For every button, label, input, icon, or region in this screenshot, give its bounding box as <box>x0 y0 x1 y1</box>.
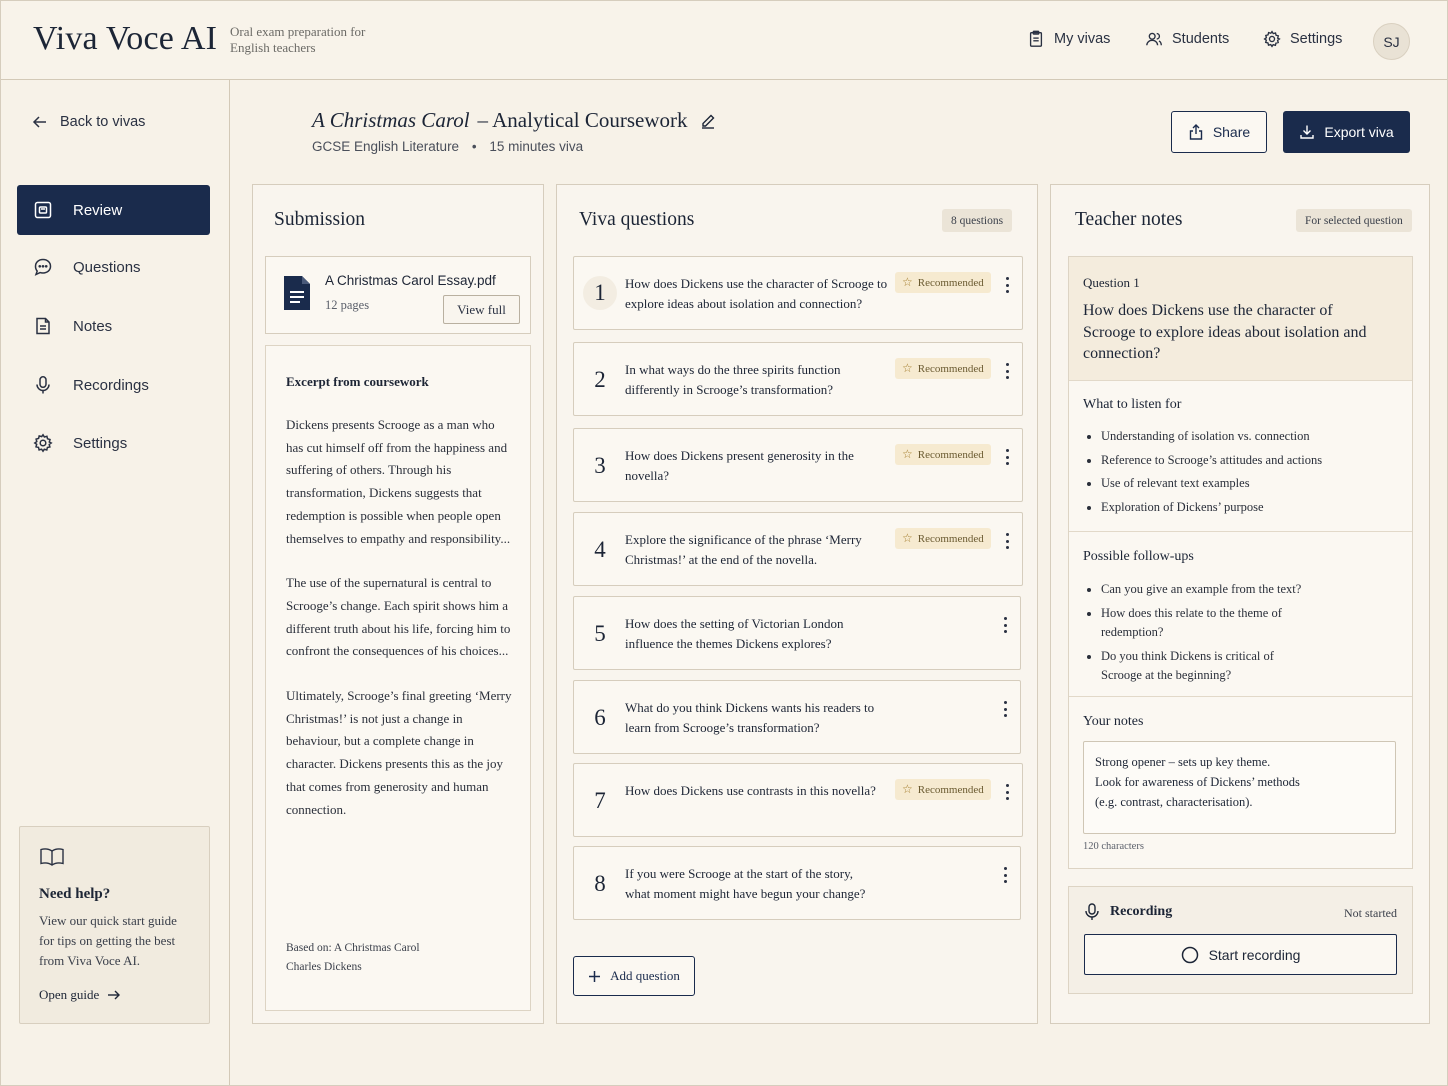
more-options-icon[interactable] <box>1002 361 1012 381</box>
submission-title: Submission <box>274 209 366 230</box>
subtitle-separator: • <box>471 139 477 154</box>
kebab-dot <box>1006 376 1009 379</box>
question-number: 5 <box>594 621 606 646</box>
view-full-button[interactable]: View full <box>443 295 520 324</box>
star-icon: ☆ <box>902 361 913 375</box>
sidebar-item-label: Settings <box>73 434 128 452</box>
clipboard-icon <box>1027 30 1045 48</box>
more-options-icon[interactable] <box>1002 782 1012 802</box>
file-card <box>265 256 531 334</box>
subject-label: GCSE English Literature <box>312 139 460 154</box>
selected-question-badge: For selected question <box>1296 209 1412 232</box>
question-number: 2 <box>594 367 606 392</box>
questions-title: Viva questions <box>579 209 695 230</box>
sidebar-item-label: Recordings <box>73 376 149 394</box>
add-question-button[interactable] <box>573 956 695 996</box>
teacher-notes-panel <box>1050 184 1430 1024</box>
question-text: Explore the significance of the phrase ‘Merry Christmas!’ at the end of the novella. <box>625 532 862 567</box>
sidebar-item-notes[interactable] <box>17 301 210 351</box>
excerpt-source <box>286 939 420 977</box>
recommended-badge <box>895 272 991 293</box>
your-notes-title: Your notes <box>1083 714 1144 729</box>
excerpt-paragraph: Ultimately, Scrooge’s final greeting ‘Merry Christmas!’ is not just a change in behaviour, but a complete change in character. Dickens presents this as the joy that comes from generosity and human connection. <box>286 688 512 817</box>
question-card[interactable] <box>573 680 1021 754</box>
submission-panel <box>252 184 544 1024</box>
question-text: What do you think Dickens wants his readers to learn from Scrooge’s transformation? <box>625 700 875 735</box>
question-card[interactable] <box>573 596 1021 670</box>
share-icon <box>1188 124 1204 140</box>
kebab-dot <box>1004 701 1007 704</box>
add-question-label: Add question <box>610 968 680 983</box>
help-card <box>19 826 210 1024</box>
kebab-dot <box>1006 284 1009 287</box>
kebab-dot <box>1006 462 1009 465</box>
page-title-work: A Christmas Carol <box>312 108 470 132</box>
excerpt-paragraph: The use of the supernatural is central to Scrooge’s change. Each spirit shows him a different truth about his life, forcing him to confront the consequences of his choices... <box>286 575 511 659</box>
page-title-rest: – Analytical Coursework <box>477 108 688 132</box>
question-number: 1 <box>583 276 617 310</box>
recording-header <box>1084 903 1172 921</box>
arrow-right-icon <box>107 989 121 1001</box>
question-text: How does Dickens present generosity in the novella? <box>625 448 854 483</box>
brand-logo[interactable]: Viva Voce AI <box>33 20 218 57</box>
excerpt-heading: Excerpt from coursework <box>286 374 429 389</box>
list-item: • Exploration of Dickens’ purpose <box>1101 498 1391 518</box>
kebab-dot <box>1006 546 1009 549</box>
nav-settings-label: Settings <box>1290 31 1343 47</box>
nav-my-vivas[interactable] <box>1027 30 1110 48</box>
excerpt-paragraph: Dickens presents Scrooge as a man who has cut himself off from the happiness and suffering of others. Through his transformation, Dickens suggests that redemption is possible when people open themselves to empathy and responsibility... <box>286 417 511 546</box>
question-card[interactable] <box>573 428 1023 502</box>
question-text: How does Dickens use the character of Scrooge to explore ideas about isolation and connection? <box>625 276 888 311</box>
help-title: Need help? <box>39 886 111 902</box>
recommended-badge <box>895 528 991 549</box>
sidebar-item-label: Review <box>73 201 123 219</box>
download-icon <box>1299 124 1315 140</box>
character-count: 120 characters <box>1083 841 1144 852</box>
kebab-dot <box>1004 708 1007 711</box>
listen-for-title: What to listen for <box>1083 397 1182 412</box>
list-item: • How does this relate to the theme of redemption? <box>1101 604 1301 643</box>
sidebar-item-recordings[interactable] <box>17 360 210 410</box>
kebab-dot <box>1004 624 1007 627</box>
excerpt-body <box>286 414 512 843</box>
viva-questions-panel <box>556 184 1038 1024</box>
kebab-dot <box>1004 874 1007 877</box>
nav-students-label: Students <box>1172 31 1230 47</box>
excerpt-card <box>265 345 531 1011</box>
list-item: • Use of relevant text examples <box>1101 474 1391 494</box>
user-avatar[interactable]: SJ <box>1373 23 1410 60</box>
gear-icon <box>1263 30 1281 48</box>
start-recording-button[interactable] <box>1084 934 1397 975</box>
more-options-icon[interactable] <box>1000 615 1010 635</box>
record-circle-icon <box>1181 946 1199 964</box>
question-number: 3 <box>594 453 606 478</box>
page-title <box>312 108 716 133</box>
document-icon <box>33 316 53 336</box>
kebab-dot <box>1004 867 1007 870</box>
gear-icon <box>33 433 53 453</box>
question-card[interactable] <box>573 763 1023 837</box>
file-pages: 12 pages <box>325 298 370 312</box>
question-card[interactable] <box>573 512 1023 586</box>
chat-bubble-icon <box>33 257 53 277</box>
recommended-label: Recommended <box>917 448 984 461</box>
pdf-file-icon <box>282 274 312 312</box>
brand-tagline: Oral exam preparation for English teachers <box>230 24 366 55</box>
list-item: • Can you give an example from the text? <box>1101 580 1331 600</box>
star-icon: ☆ <box>902 531 913 545</box>
question-text: How does the setting of Victorian London influence the themes Dickens explores? <box>625 616 844 651</box>
share-button[interactable] <box>1171 111 1267 153</box>
recommended-badge <box>895 358 991 379</box>
recommended-label: Recommended <box>917 532 984 545</box>
kebab-dot <box>1006 277 1009 280</box>
question-card[interactable] <box>573 342 1023 416</box>
arrow-left-icon <box>32 114 48 130</box>
kebab-dot <box>1006 540 1009 543</box>
sidebar-item-settings[interactable] <box>17 418 210 468</box>
back-to-vivas-label: Back to vivas <box>60 114 146 130</box>
question-card[interactable] <box>573 846 1021 920</box>
question-text: In what ways do the three spirits function differently in Scrooge’s transformation? <box>625 362 841 397</box>
selected-question-text: How does Dickens use the character of Scrooge to explore ideas about isolation and connection? <box>1083 302 1367 362</box>
more-options-icon[interactable] <box>1000 699 1010 719</box>
more-options-icon[interactable] <box>1002 531 1012 551</box>
question-text: How does Dickens use contrasts in this novella? <box>625 783 876 798</box>
kebab-dot <box>1004 630 1007 633</box>
recommended-badge <box>895 779 991 800</box>
edit-pencil-icon[interactable] <box>700 113 716 129</box>
sidebar-item-label: Notes <box>73 317 113 335</box>
recording-label: Recording <box>1110 904 1173 919</box>
kebab-dot <box>1006 533 1009 536</box>
kebab-dot <box>1006 456 1009 459</box>
microphone-icon <box>33 375 53 395</box>
sidebar <box>0 80 230 1086</box>
star-icon: ☆ <box>902 275 913 289</box>
open-book-icon <box>39 847 65 867</box>
question-card[interactable] <box>573 256 1023 330</box>
start-recording-label: Start recording <box>1208 946 1301 963</box>
selected-question-label: Question 1 <box>1083 275 1140 290</box>
follow-ups-list <box>1101 580 1301 690</box>
kebab-dot <box>1006 797 1009 800</box>
question-count-badge: 8 questions <box>942 209 1012 232</box>
question-text: If you were Scrooge at the start of the story, what moment might have begun your change? <box>625 866 866 901</box>
plus-icon <box>588 970 601 983</box>
kebab-dot <box>1004 617 1007 620</box>
follow-ups-title: Possible follow-ups <box>1083 549 1194 564</box>
divider <box>1069 531 1412 532</box>
microphone-icon <box>1084 903 1100 921</box>
file-name: A Christmas Carol Essay.pdf <box>325 273 496 288</box>
kebab-dot <box>1006 370 1009 373</box>
your-notes-textarea[interactable]: Strong opener – sets up key theme. Look for awareness of Dickens’ methods (e.g. contrast, characterisation). <box>1083 741 1396 834</box>
nav-settings[interactable] <box>1263 30 1342 48</box>
open-guide-label: Open guide <box>39 987 100 1002</box>
export-viva-label: Export viva <box>1324 124 1394 140</box>
kebab-dot <box>1006 363 1009 366</box>
users-icon <box>1145 30 1163 48</box>
recommended-label: Recommended <box>917 276 984 289</box>
kebab-dot <box>1006 449 1009 452</box>
recommended-label: Recommended <box>917 783 984 796</box>
selected-question <box>1069 257 1412 381</box>
nav-students[interactable] <box>1145 30 1229 48</box>
question-number: 4 <box>594 537 606 562</box>
based-on-label: Based on: A Christmas Carol <box>286 942 420 954</box>
sidebar-item-label: Questions <box>73 258 141 276</box>
author-label: Charles Dickens <box>286 961 362 973</box>
top-header <box>0 0 1448 80</box>
question-number: 8 <box>594 871 606 896</box>
kebab-dot <box>1004 714 1007 717</box>
nav-my-vivas-label: My vivas <box>1054 31 1111 47</box>
share-label: Share <box>1212 124 1251 140</box>
open-guide-link[interactable] <box>39 987 190 1003</box>
sidebar-item-review[interactable] <box>17 185 210 235</box>
recording-status: Not started <box>1344 906 1397 920</box>
review-icon <box>33 200 53 220</box>
question-number: 6 <box>594 705 606 730</box>
page-subtitle <box>312 139 583 154</box>
recommended-label: Recommended <box>917 362 984 375</box>
kebab-dot <box>1004 880 1007 883</box>
star-icon: ☆ <box>902 782 913 796</box>
question-number: 7 <box>594 788 606 813</box>
kebab-dot <box>1006 784 1009 787</box>
list-item: • Do you think Dickens is critical of Scrooge at the beginning? <box>1101 647 1286 686</box>
more-options-icon[interactable] <box>1002 275 1012 295</box>
divider <box>1069 696 1412 697</box>
recommended-badge <box>895 444 991 465</box>
list-item: • Reference to Scrooge’s attitudes and actions <box>1101 451 1391 471</box>
export-viva-button[interactable] <box>1283 111 1410 153</box>
question-notes-card <box>1068 256 1413 869</box>
help-text: View our quick start guide for tips on getting the best from Viva Voce AI. <box>39 913 177 968</box>
star-icon: ☆ <box>902 447 913 461</box>
teacher-notes-title: Teacher notes <box>1075 209 1183 230</box>
kebab-dot <box>1006 791 1009 794</box>
sidebar-item-questions[interactable] <box>17 242 210 292</box>
back-to-vivas-link[interactable] <box>32 114 145 130</box>
listen-for-list <box>1101 427 1391 521</box>
more-options-icon[interactable] <box>1002 447 1012 467</box>
kebab-dot <box>1006 290 1009 293</box>
more-options-icon[interactable] <box>1000 865 1010 885</box>
list-item: • Understanding of isolation vs. connection <box>1101 427 1391 447</box>
duration-label: 15 minutes viva <box>489 139 584 154</box>
recording-card <box>1068 886 1413 994</box>
